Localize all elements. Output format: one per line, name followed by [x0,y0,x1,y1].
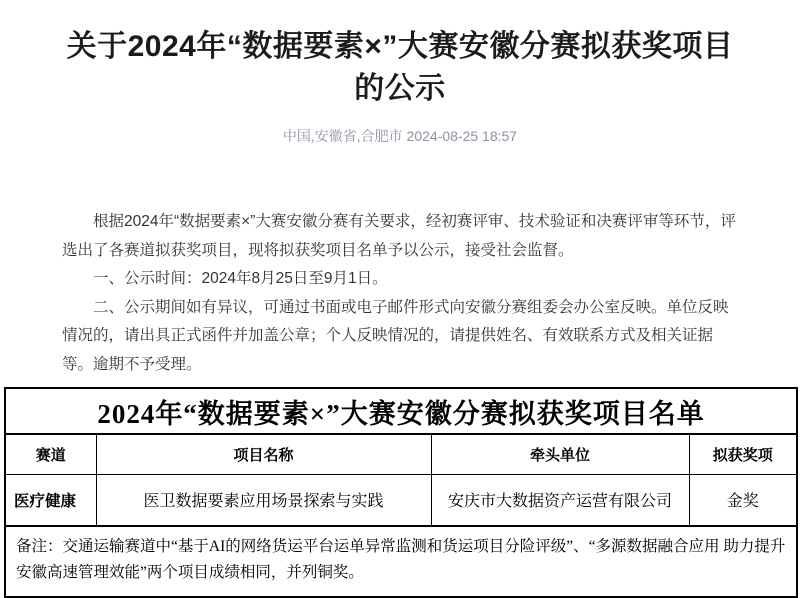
column-header-lead-organization: 牵头单位 [431,434,689,474]
table-title-row [5,388,797,434]
page-title-line-1: 关于2024年“数据要素×”大赛安徽分赛拟获奖项目 [66,30,734,63]
table-header-row [5,434,797,474]
location-date-line: 中国,安徽省,合肥市 2024-08-25 18:57 [282,128,518,144]
cell-proposed-award: 金奖 [689,474,797,526]
cell-project-name: 医卫数据要素应用场景探索与实践 [96,474,431,526]
body-paragraph-intro: 根据2024年“数据要素×”大赛安徽分赛有关要求，经初赛评审、技术验证和决赛评审等环节，评选出了各赛道拟获奖项目，现将拟获奖项目名单予以公示，接受社会监督。 [62,213,736,259]
table-note-row [5,526,797,597]
table-title: 2024年“数据要素×”大赛安徽分赛拟获奖项目名单 [5,388,797,434]
column-header-project-name: 项目名称 [96,434,431,474]
award-list-table [4,387,798,598]
document-header [0,0,800,146]
body-paragraph-objection-process: 二、公示期间如有异议，可通过书面或电子邮件形式向安徽分赛组委会办公室反映。单位反映情况的，请出具正式函件并加盖公章；个人反映情况的，请提供姓名、有效联系方式及相关证据等。逾期不予受理。 [62,298,729,373]
column-header-track: 赛道 [5,434,96,474]
table-row [5,474,797,526]
cell-lead-organization: 安庆市大数据资产运营有限公司 [431,474,689,526]
body-paragraph-publicity-period: 一、公示时间：2024年8月25日至9月1日。 [93,270,388,287]
announcement-body [62,208,738,379]
cell-track: 医疗健康 [5,474,96,526]
table-note: 备注：交通运输赛道中“基于AI的网络货运平台运单异常监测和货运项目分险评级”、“多源数据融合应用 助力提升安徽高速管理效能”两个项目成绩相同，并列铜奖。 [5,526,797,597]
column-header-proposed-award: 拟获奖项 [689,434,797,474]
page-title [40,26,760,110]
page-title-line-2: 的公示 [354,72,446,105]
